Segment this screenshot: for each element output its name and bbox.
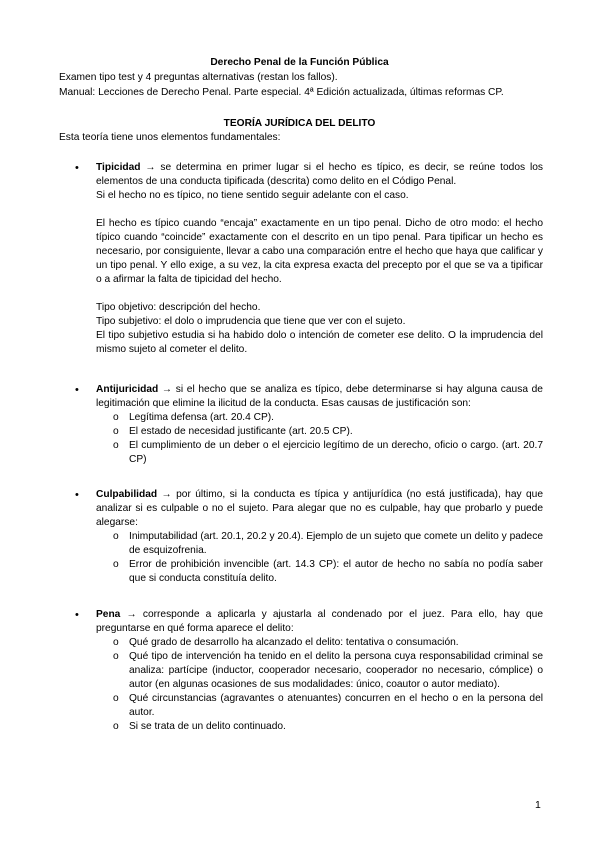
pena-list bbox=[96, 636, 543, 734]
intro-text: Esta teoría tiene unos elementos fundamentales: bbox=[59, 132, 281, 143]
manual-info-line: Manual: Lecciones de Derecho Penal. Parte especial. 4ª Edición actualizada, últimas reformas CP. bbox=[59, 87, 504, 98]
document-title: Derecho Penal de la Función Pública bbox=[210, 57, 389, 68]
tipicidad-note: Si el hecho no es típico, no tiene sentido seguir adelante con el caso. bbox=[96, 190, 409, 201]
arrow-icon: → bbox=[161, 384, 173, 395]
list-item bbox=[96, 425, 543, 439]
tipicidad-definition bbox=[96, 161, 543, 189]
bullet-marker: • bbox=[75, 384, 79, 396]
antijuricidad-definition bbox=[96, 383, 543, 411]
list-item bbox=[96, 636, 543, 650]
sub-bullet-marker: o bbox=[113, 721, 119, 732]
tipo-objetivo: Tipo objetivo: descripción del hecho. bbox=[96, 302, 261, 313]
sub-bullet-marker: o bbox=[113, 559, 119, 570]
culpabilidad-list bbox=[96, 530, 543, 586]
culpabilidad-text: por último, si la conducta es típica y antijurídica (no está justificada), hay que analizar si es culpable o no el sujeto. Para alegar que no es culpable, hay que probarlo y puede alegarse: bbox=[96, 489, 543, 528]
bullet-marker: • bbox=[75, 162, 79, 174]
bullet-pena bbox=[75, 608, 543, 734]
list-item-text: Qué grado de desarrollo ha alcanzado el delito: tentativa o consumación. bbox=[129, 637, 459, 648]
sub-bullet-marker: o bbox=[113, 426, 119, 437]
sub-bullet-marker: o bbox=[113, 531, 119, 542]
sub-bullet-marker: o bbox=[113, 637, 119, 648]
tipicidad-text: se determina en primer lugar si el hecho es típico, es decir, se reúne todos los elementos de una conducta tipificada (descrita) como delito en el Código Penal. bbox=[96, 162, 543, 187]
antijuricidad-text: si el hecho que se analiza es típico, debe determinarse si hay alguna causa de legitimación que elimine la ilicitud de la conducta. Esas causas de justificación son: bbox=[96, 384, 543, 409]
tipicidad-paragraph: El hecho es típico cuando “encaja” exactamente en un tipo penal. Dicho de otro modo: el hecho típico cuando “coincide” exactamente con el descrito en un tipo penal. Para tipificar un hecho es necesario, por consiguiente, llevar a cabo una comparación entre el hecho que haya que calificar y un tipo penal. Y ello exige, a su vez, la cita expresa exacta del precepto por el que se va a tipificar o a afirmar la falta de tipicidad del hecho. bbox=[96, 218, 543, 285]
list-item bbox=[96, 720, 543, 734]
justification-list bbox=[96, 411, 543, 467]
exam-info-line: Examen tipo test y 4 preguntas alternativas (restan los fallos). bbox=[59, 72, 338, 83]
sub-bullet-marker: o bbox=[113, 651, 119, 662]
list-item-text: Qué tipo de intervención ha tenido en el delito la persona cuya responsabilidad criminal se analiza: partícipe (inductor, cooperador necesario, cooperador no necesario, cómplice) o autor (en algunas ocasiones de sus modalidades: único, coautor o autor mediato). bbox=[129, 651, 543, 690]
section-title: TEORÍA JURÍDICA DEL DELITO bbox=[223, 118, 376, 129]
list-item-text: Error de prohibición invencible (art. 14.3 CP): el autor de hecho no sabía no podía saber que si conducta constituía delito. bbox=[129, 559, 543, 584]
pena-definition bbox=[96, 608, 543, 636]
culpabilidad-definition bbox=[96, 488, 543, 530]
sub-bullet-marker: o bbox=[113, 440, 119, 451]
tipo-subjetivo-detail: El tipo subjetivo estudia si ha habido dolo o intención de cometer ese delito. O la imprudencia del mismo sujeto al cometer el delito. bbox=[96, 330, 543, 355]
arrow-icon: → bbox=[145, 162, 156, 173]
list-item bbox=[96, 650, 543, 692]
list-item-text: Si se trata de un delito continuado. bbox=[129, 721, 286, 732]
sub-bullet-marker: o bbox=[113, 412, 119, 423]
list-item bbox=[96, 692, 543, 720]
bullet-marker: • bbox=[75, 489, 79, 501]
arrow-icon: → bbox=[126, 609, 137, 620]
culpabilidad-term: Culpabilidad bbox=[96, 489, 158, 500]
bullet-marker: • bbox=[75, 609, 79, 621]
pena-text: corresponde a aplicarla y ajustarla al condenado por el juez. Para ello, hay que preguntarse en qué forma aparece el delito: bbox=[96, 609, 543, 634]
bullet-tipicidad bbox=[75, 161, 543, 357]
list-item bbox=[96, 558, 543, 586]
list-item-text: El cumplimiento de un deber o el ejercicio legítimo de un derecho, oficio o cargo. (art. 20.7 CP) bbox=[129, 440, 543, 465]
list-item-text: Legítima defensa (art. 20.4 CP). bbox=[129, 412, 274, 423]
page-number: 1 bbox=[535, 799, 541, 811]
list-item bbox=[96, 530, 543, 558]
tipicidad-term: Tipicidad bbox=[96, 162, 141, 173]
sub-bullet-marker: o bbox=[113, 693, 119, 704]
bullet-culpabilidad bbox=[75, 488, 543, 586]
pena-term: Pena bbox=[96, 609, 121, 620]
bullet-antijuricidad bbox=[75, 383, 543, 467]
list-item-text: Qué circunstancias (agravantes o atenuantes) concurren en el hecho o en la persona del autor. bbox=[129, 693, 543, 718]
list-item-text: El estado de necesidad justificante (art. 20.5 CP). bbox=[129, 426, 353, 437]
antijuricidad-term: Antijuricidad bbox=[96, 384, 159, 395]
list-item bbox=[96, 439, 543, 467]
list-item-text: Inimputabilidad (art. 20.1, 20.2 y 20.4). Ejemplo de un sujeto que comete un delito y padece de esquizofrenia. bbox=[129, 531, 543, 556]
list-item bbox=[96, 411, 543, 425]
arrow-icon: → bbox=[161, 489, 172, 500]
tipo-subjetivo: Tipo subjetivo: el dolo o imprudencia que tiene que ver con el sujeto. bbox=[96, 316, 406, 327]
